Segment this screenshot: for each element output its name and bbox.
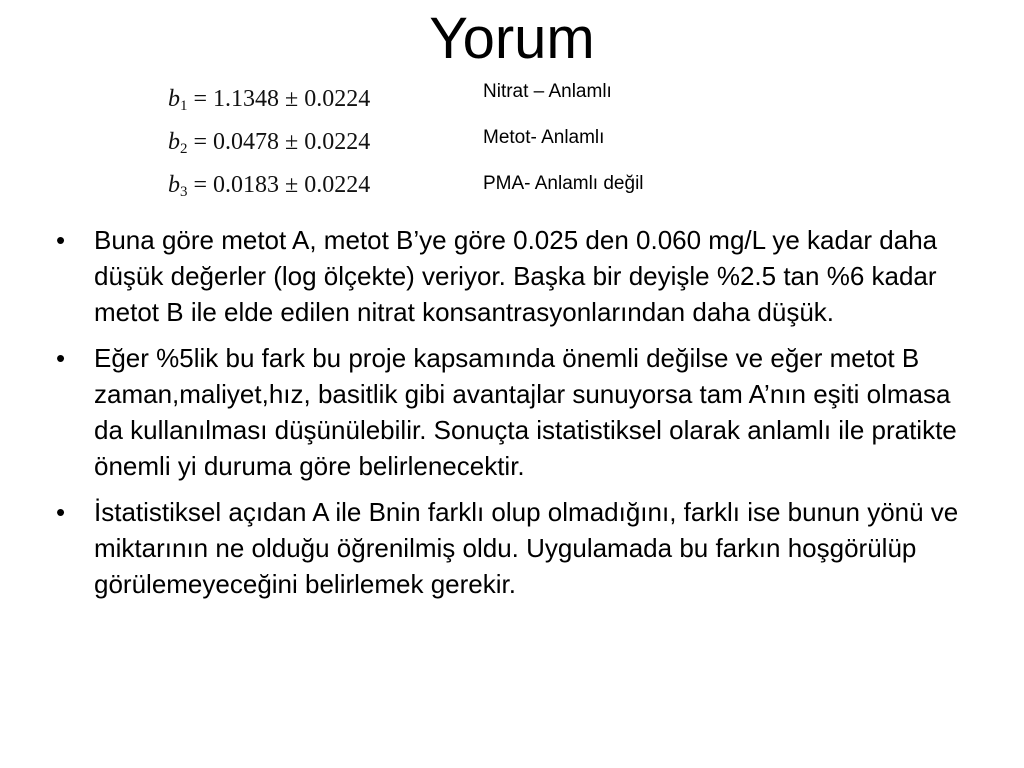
equation-b2 [168,127,370,170]
bullet-text: Buna göre metot A, metot B’ye göre 0.025 den 0.060 mg/L ye kadar daha düşük değerler (log ölçekte) veriyor. Başka bir deyişle %2.5 tan %6 kadar metot B ile elde edilen nitrat konsantrasyonlarından daha düşük. [94,225,938,327]
bullet-list [0,222,1024,612]
bullet-text: İstatistiksel açıdan A ile Bnin farklı olup olmadığını, farklı ise bunun yönü ve miktarının ne olduğu öğrenilmiş oldu. Uygulamada bu farkın hoşgörülüp görülemeyeceğini belirlemek gerekir. [94,497,959,599]
note-pma: PMA- Anlamlı değil [483,173,644,194]
bullet-icon: • [56,497,66,527]
slide-title: Yorum [429,6,595,71]
equation-b1 [168,84,370,127]
equation-value: = 1.1348 ± 0.0224 [187,86,371,112]
bullet-icon: • [56,225,66,255]
bullet-item-3 [0,494,1024,602]
bullet-icon: • [56,343,66,373]
equation-value: = 0.0183 ± 0.0224 [187,172,371,198]
bullet-item-1 [0,222,1024,330]
bullet-text: Eğer %5lik bu fark bu proje kapsamında önemli değilse ve eğer metot B zaman,maliyet,hız, basitlik gibi avantajlar sunuyorsa tam A’nın eşiti olmasa da kullanılması düşünülebilir. Sonuçta istatistiksel olarak anlamlı ile pratikte önemli yi duruma göre belirlenecektir. [94,343,957,481]
equation-subscript: 2 [180,141,188,157]
bullet-item-2 [0,340,1024,484]
equation-b3 [168,170,370,213]
equation-variable: b [168,86,180,112]
note-nitrat: Nitrat – Anlamlı [483,81,612,102]
equation-value: = 0.0478 ± 0.0224 [187,129,371,155]
coefficient-equations [168,84,370,213]
equation-variable: b [168,129,180,155]
equation-subscript: 1 [180,98,188,114]
equation-variable: b [168,172,180,198]
significance-notes [483,80,644,218]
note-metot: Metot- Anlamlı [483,127,605,148]
equation-subscript: 3 [180,184,188,200]
